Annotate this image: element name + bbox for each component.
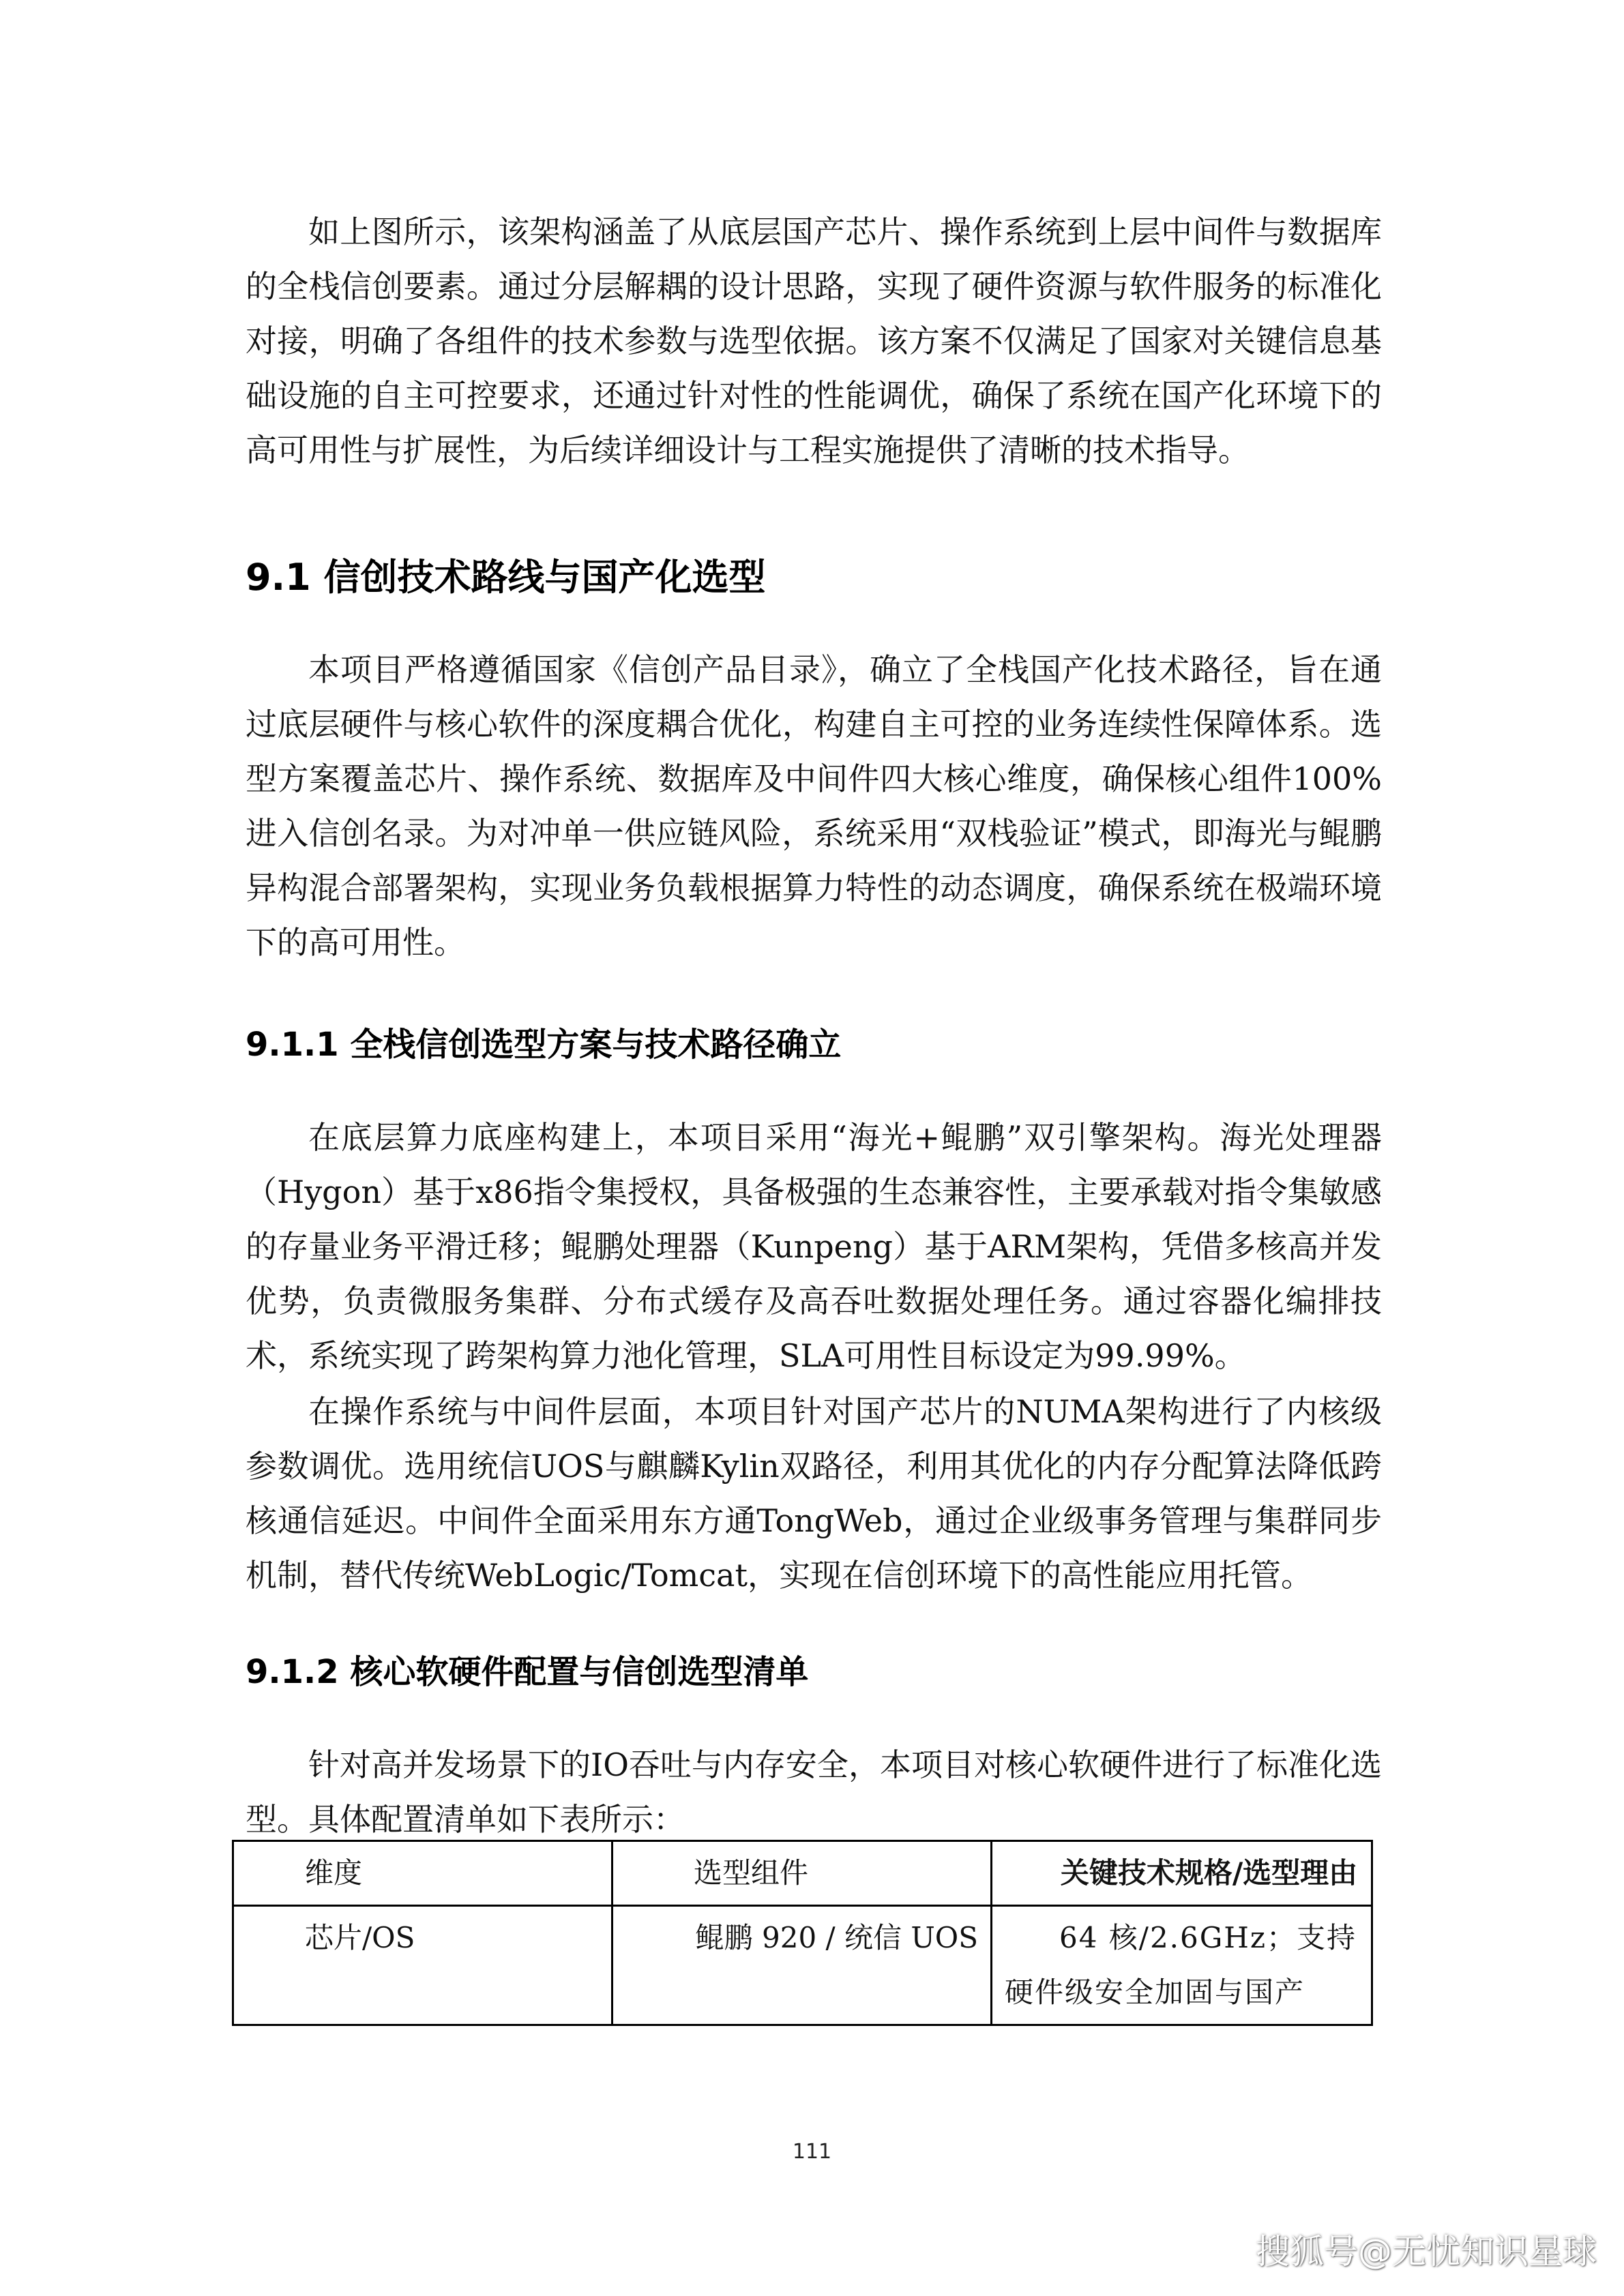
heading-9-1-1: 9.1.1 全栈信创选型方案与技术路径确立 [246,1026,842,1064]
table-cell: 64 核/2.6GHz；支持硬件级安全加固与国产 [992,1906,1372,2025]
intro-paragraph: 如上图所示，该架构涵盖了从底层国产芯片、操作系统到上层中间件与数据库的全栈信创要素。通过分层解耦的设计思路，实现了硬件资源与软件服务的标准化对接，明确了各组件的技术参数与选型依据。该方案不仅满足了国家对关键信息基础设施的自主可控要求，还通过针对性的性能调优，确保了系统在国产化环境下的高可用性与扩展性，为后续详细设计与工程实施提供了清晰的技术指导。 [246,213,1382,468]
heading-9-1-2: 9.1.2 核心软硬件配置与信创选型清单 [246,1653,809,1691]
table-header-cell: 关键技术规格/选型理由 [992,1841,1372,1906]
section-9-1-1-paragraph-1: 在底层算力底座构建上，本项目采用“海光+鲲鹏”双引擎架构。海光处理器（Hygon）基于x86指令集授权，具备极强的生态兼容性，主要承载对指令集敏感的存量业务平滑迁移；鲲鹏处理器（Kunpeng）基于ARM架构，凭借多核高并发优势，负责微服务集群、分布式缓存及高吞吐数据处理任务。通过容器化编排技术，系统实现了跨架构算力池化管理，SLA可用性目标设定为99.99%。 [246,1119,1382,1374]
table-row [233,1906,1372,2025]
table-cell: 鲲鹏 920 / 统信 UOS [612,1906,992,2025]
spec-table [232,1840,1373,2026]
section-9-1-paragraph: 本项目严格遵循国家《信创产品目录》，确立了全栈国产化技术路径，旨在通过底层硬件与核心软件的深度耦合优化，构建自主可控的业务连续性保障体系。选型方案覆盖芯片、操作系统、数据库及中间件四大核心维度，确保核心组件100%进入信创名录。为对冲单一供应链风险，系统采用“双栈验证”模式，即海光与鲲鹏异构混合部署架构，实现业务负载根据算力特性的动态调度，确保系统在极端环境下的高可用性。 [246,651,1382,961]
table-header-cell: 维度 [233,1841,612,1906]
watermark: 搜狐号@无忧知识星球 [1256,2232,1597,2271]
page-number: 111 [792,2140,832,2164]
table-cell: 芯片/OS [233,1906,612,2025]
table-header-row [233,1841,1372,1906]
table-header-cell: 选型组件 [612,1841,992,1906]
section-9-1-1-paragraph-2: 在操作系统与中间件层面，本项目针对国产芯片的NUMA架构进行了内核级参数调优。选用统信UOS与麒麟Kylin双路径，利用其优化的内存分配算法降低跨核通信延迟。中间件全面采用东方通TongWeb，通过企业级事务管理与集群同步机制，替代传统WebLogic/Tomcat，实现在信创环境下的高性能应用托管。 [246,1393,1382,1594]
section-9-1-2-paragraph: 针对高并发场景下的IO吞吐与内存安全，本项目对核心软硬件进行了标准化选型。具体配置清单如下表所示： [246,1746,1382,1838]
heading-9-1: 9.1 信创技术路线与国产化选型 [246,556,766,599]
